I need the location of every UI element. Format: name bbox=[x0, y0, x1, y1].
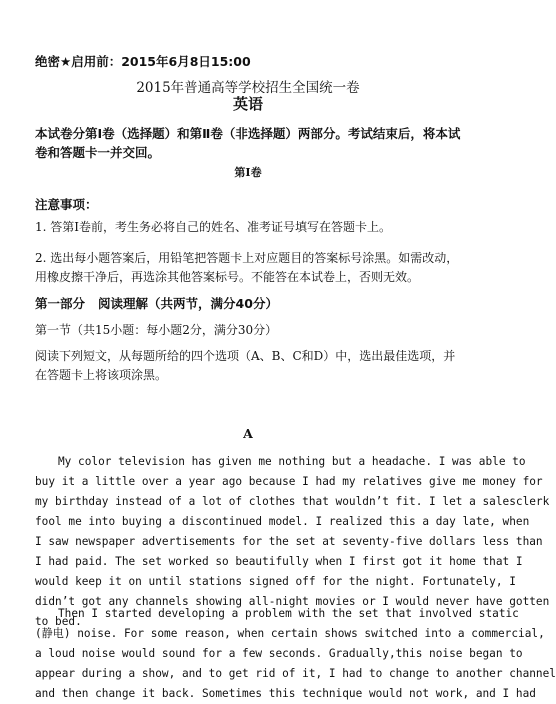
volume-label: 第Ⅰ卷 bbox=[234, 166, 262, 179]
confidential-notice: 绝密★启用前：2015年6月8日15:00 bbox=[35, 54, 251, 69]
passage-line: a loud noise would sound for a few seconds. Gradually,this noise began to bbox=[35, 647, 523, 660]
passage-line: would keep it on until stations signed off for the night. Fortunately, I bbox=[35, 575, 516, 588]
reading-instructions: 阅读下列短文，从每题所给的四个选项（A、B、C和D）中，选出最佳选项，并在答题卡上将该项涂黑。 bbox=[35, 349, 456, 382]
passage-line: appear during a show, and to get rid of it, I had to change to another channel bbox=[35, 667, 556, 680]
passage-paragraph-2 bbox=[35, 604, 556, 704]
exam-title: 2015年普通高等学校招生全国统一卷 bbox=[136, 80, 360, 96]
passage-line: didn’t got any channels showing all-night movies or I would never have gotten bbox=[35, 595, 550, 608]
passage-line: buy it a little over a year ago because I had my relatives give me money for bbox=[35, 475, 543, 488]
passage-line: to bed. bbox=[35, 615, 82, 628]
section1-heading: 第一节（共15小题：每小题2分，满分30分） bbox=[35, 323, 278, 337]
note-item-1: 1. 答第Ⅰ卷前，考生务必将自己的姓名、准考证号填写在答题卡上。 bbox=[35, 220, 392, 234]
passage-line: (静电) noise. For some reason, when certain shows switched into a commercial, bbox=[35, 627, 545, 640]
subject-title: 英语 bbox=[232, 95, 263, 113]
passage-line: My color television has given me nothing but a headache. I was able to bbox=[58, 455, 526, 468]
passage-label: A bbox=[243, 426, 253, 441]
passage-line: my birthday instead of a lot of clothes that wouldn’t fit. I let a salesclerk bbox=[35, 495, 550, 508]
part1-heading: 第一部分 阅读理解（共两节，满分40分） bbox=[35, 296, 278, 311]
passage-line: fool me into buying a discontinued model. I realized this a day late, when bbox=[35, 515, 530, 528]
note-item-2: 2. 选出每小题答案后，用铅笔把答题卡上对应题目的答案标号涂黑。如需改动，用橡皮擦干净后，再选涂其他答案标号。不能答在本试卷上，否则无效。 bbox=[35, 251, 459, 284]
passage-line: and then change it back. Sometimes this technique would not work, and I had bbox=[35, 687, 536, 700]
passage-line: I saw newspaper advertisements for the set at seventy-five dollars less than bbox=[35, 535, 543, 548]
notes-heading: 注意事项： bbox=[35, 197, 98, 212]
exam-intro: 本试卷分第Ⅰ卷（选择题）和第Ⅱ卷（非选择题）两部分。考试结束后，将本试卷和答题卡一并交回。 bbox=[35, 126, 461, 160]
passage-line: Then I started developing a problem with the set that involved static bbox=[58, 607, 519, 620]
passage-line: I had paid. The set worked so beautifully when I first got it home that I bbox=[35, 555, 523, 568]
